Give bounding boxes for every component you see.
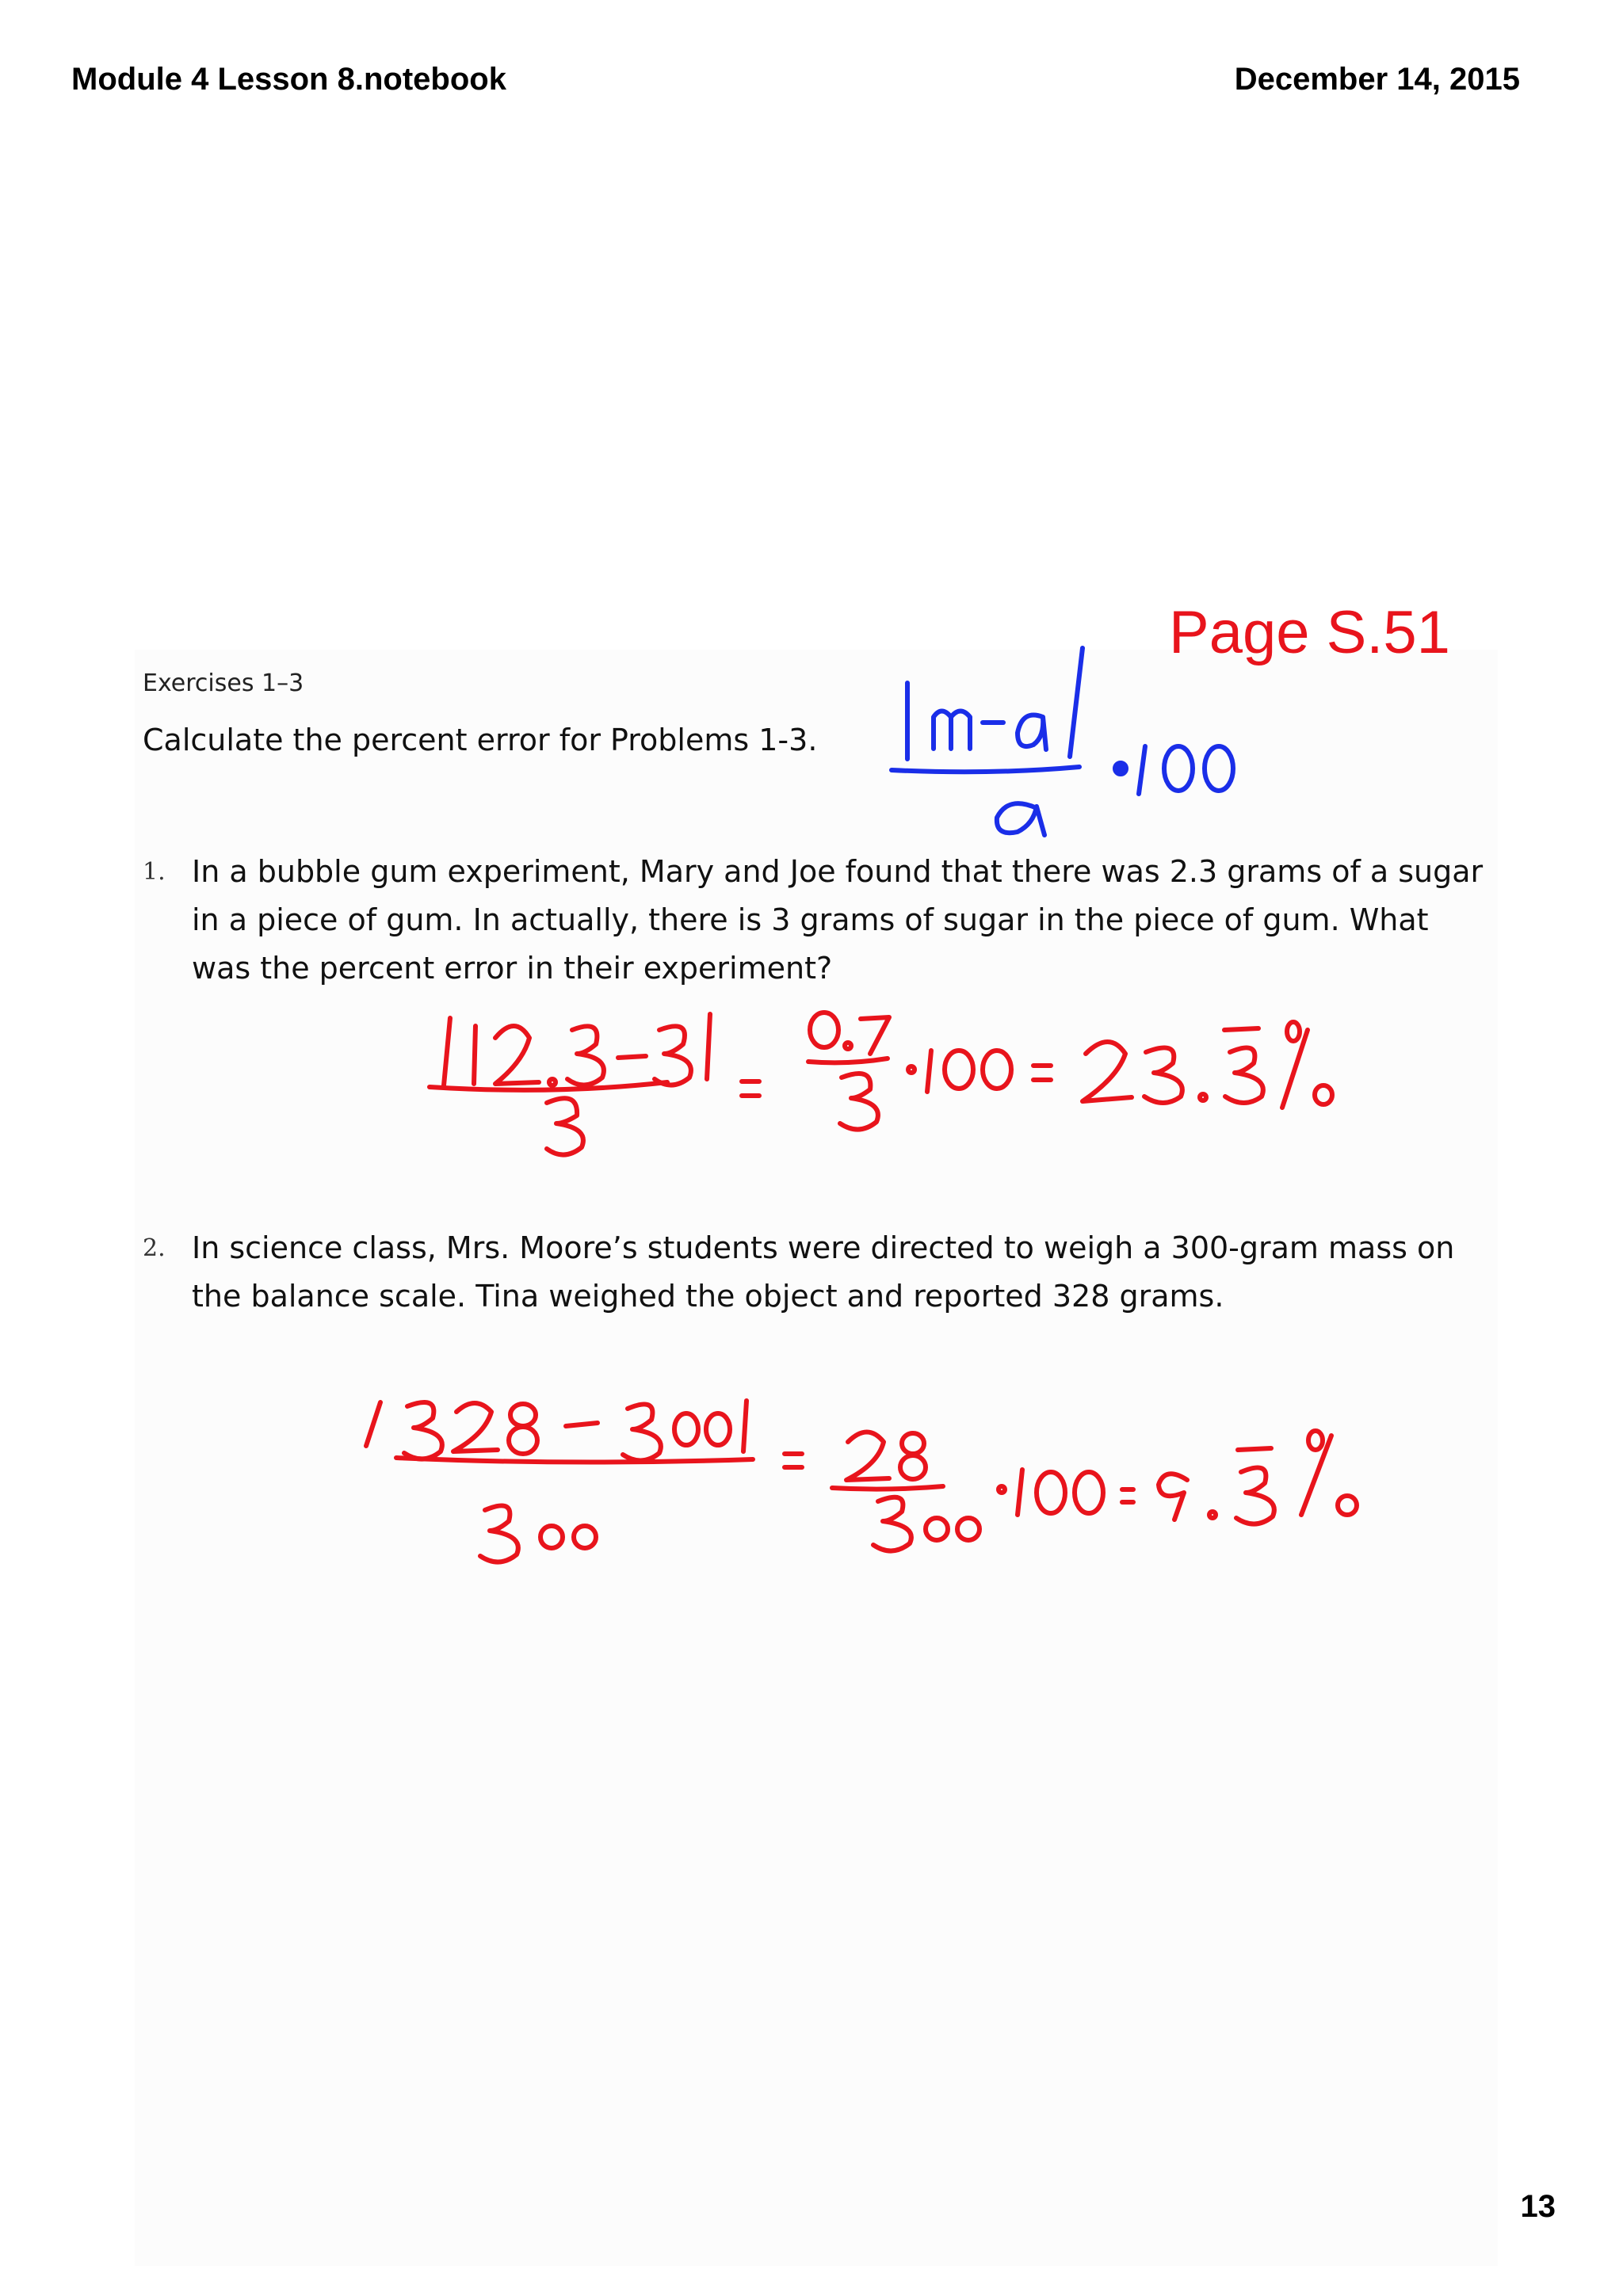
- exercise-heading: Exercises 1–3: [143, 669, 304, 697]
- percent-error-formula-ink: [892, 648, 1233, 835]
- page-reference-annotation: Page S.51: [1169, 599, 1450, 666]
- problem-number: 2.: [143, 1234, 166, 1262]
- notebook-date: December 14, 2015: [1234, 62, 1520, 97]
- problem-1-solution-ink: [430, 1013, 1332, 1155]
- exercise-instruction: Calculate the percent error for Problems 1-3.: [143, 723, 818, 757]
- problem-number: 1.: [143, 858, 166, 886]
- page-number: 13: [1520, 2189, 1556, 2224]
- problem-2-solution-ink: [366, 1401, 1357, 1562]
- problem-text: In a bubble gum experiment, Mary and Joe found that there was 2.3 grams of a sugar in a piece of gum. In actually, there is 3 grams of sugar in the piece of gum. What was the percent error in their experiment?: [192, 854, 1484, 986]
- notebook-filename: Module 4 Lesson 8.notebook: [71, 62, 506, 97]
- problem-text: In science class, Mrs. Moore’s students were directed to weigh a 300-gram mass on the balance scale. Tina weighed the object and reported 328 grams.: [192, 1230, 1455, 1314]
